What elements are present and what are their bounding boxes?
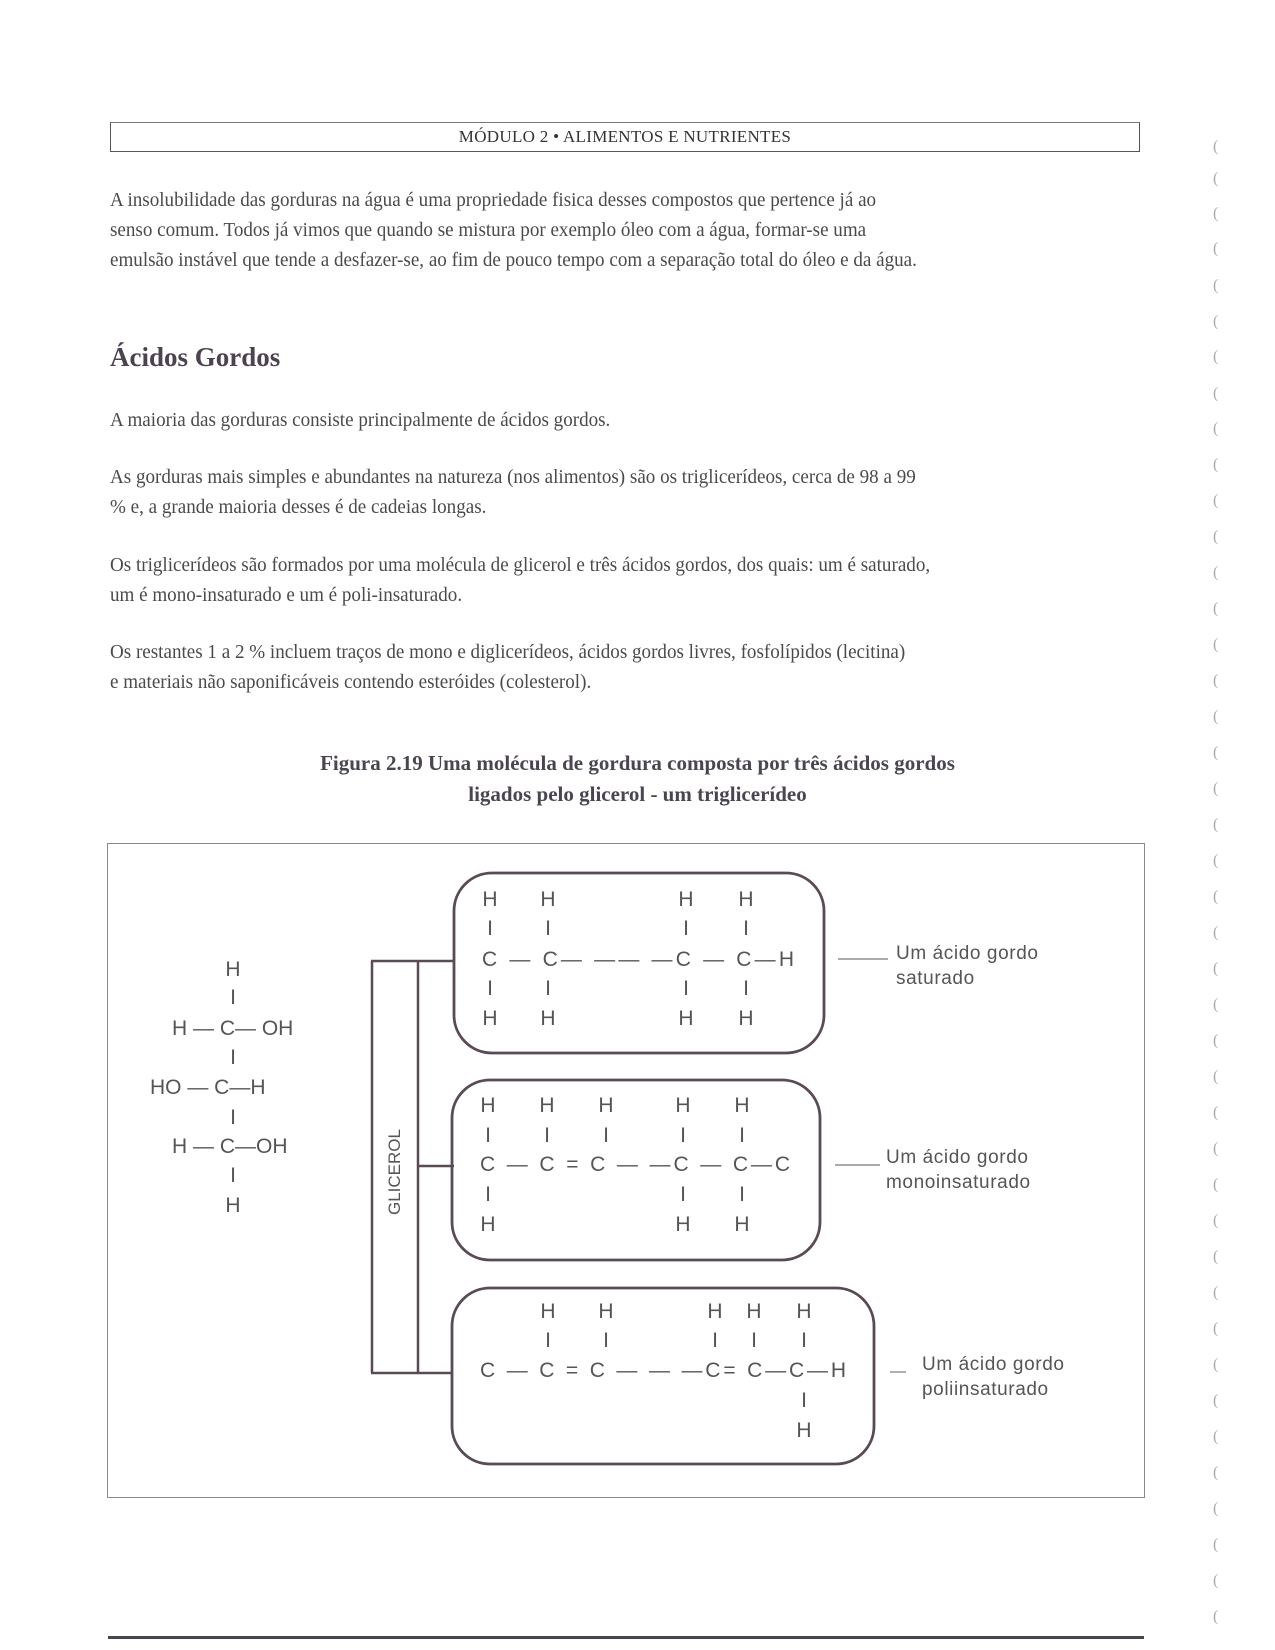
- binding-mark: (: [1213, 600, 1219, 617]
- bond: I: [680, 1124, 686, 1147]
- bond: I: [801, 1389, 807, 1412]
- atom-h: H: [540, 1300, 556, 1323]
- atom-h: H: [480, 1094, 496, 1117]
- binding-mark: (: [1213, 1284, 1219, 1301]
- footer-rule: [108, 1636, 1144, 1639]
- binding-mark: (: [1213, 1464, 1219, 1481]
- intro-line: senso comum. Todos já vimos que quando se mistura por exemplo óleo com a água, formar-se uma: [110, 219, 867, 241]
- binding-mark: (: [1213, 1104, 1219, 1121]
- binding-mark: (: [1213, 1500, 1219, 1517]
- binding-mark: (: [1213, 385, 1219, 402]
- figure-caption-line1: Figura 2.19 Uma molécula de gordura composta por três ácidos gordos: [320, 751, 955, 775]
- bond: I: [683, 977, 689, 1000]
- section-title: Ácidos Gordos: [110, 342, 281, 372]
- atom-h: H: [675, 1094, 691, 1117]
- paragraph-line: um é mono-insaturado e um é poli-insaturado.: [110, 584, 463, 606]
- binding-mark: (: [1213, 1068, 1219, 1085]
- binding-marks: [1213, 120, 1233, 1640]
- atom-h: H: [796, 1419, 812, 1442]
- chain-saturated: [482, 888, 794, 1030]
- binding-mark: (: [1213, 780, 1219, 797]
- binding-mark: (: [1213, 492, 1219, 509]
- binding-mark: (: [1213, 348, 1219, 365]
- atom-h: H: [746, 1300, 762, 1323]
- bond: I: [743, 977, 749, 1000]
- binding-mark: (: [1213, 138, 1219, 155]
- glycerol-bottom-h: H: [225, 1194, 241, 1217]
- figure-caption-line2: ligados pelo glicerol - um triglicerídeo: [468, 782, 807, 806]
- atom-h: H: [678, 888, 694, 911]
- atom-h: H: [540, 888, 556, 911]
- binding-mark: (: [1213, 170, 1219, 187]
- binding-mark: (: [1213, 924, 1219, 941]
- binding-mark: (: [1213, 1032, 1219, 1049]
- chain-polyunsaturated: [480, 1300, 846, 1442]
- binding-mark: (: [1213, 1608, 1219, 1625]
- label-saturated-line1: Um ácido gordo: [896, 943, 1039, 964]
- bond: I: [739, 1183, 745, 1206]
- atom-h: H: [480, 1213, 496, 1236]
- bond: I: [683, 917, 689, 940]
- bond: I: [485, 1124, 491, 1147]
- binding-mark: (: [1213, 205, 1219, 222]
- paragraph-line: e materiais não saponificáveis contendo esteróides (colesterol).: [110, 671, 592, 693]
- binding-mark: (: [1213, 528, 1219, 545]
- binding-mark: (: [1213, 1572, 1219, 1589]
- binding-mark: (: [1213, 1176, 1219, 1193]
- binding-mark: (: [1213, 456, 1219, 473]
- binding-mark: (: [1213, 1356, 1219, 1373]
- glycerol-top-h: H: [225, 958, 241, 981]
- atom-h: H: [734, 1094, 750, 1117]
- chain-backbone: C — C = C — — —C= C—C—H: [480, 1359, 846, 1382]
- bond: I: [545, 1329, 551, 1352]
- glycerol-bond: I: [230, 1046, 236, 1069]
- atom-h: H: [675, 1213, 691, 1236]
- glycerol-label: GLICEROL: [385, 1129, 404, 1215]
- atom-h: H: [540, 1007, 556, 1030]
- bond: I: [743, 917, 749, 940]
- bond: I: [487, 917, 493, 940]
- bond: I: [545, 917, 551, 940]
- bond: I: [739, 1124, 745, 1147]
- atom-h: H: [707, 1300, 723, 1323]
- glycerol-bond: I: [230, 1164, 236, 1187]
- binding-mark: (: [1213, 996, 1219, 1013]
- binding-mark: (: [1213, 1248, 1219, 1265]
- glycerol-bond: I: [230, 986, 236, 1009]
- label-saturated-line2: saturado: [896, 968, 975, 989]
- binding-mark: (: [1213, 240, 1219, 257]
- binding-mark: (: [1213, 420, 1219, 437]
- binding-mark: (: [1213, 313, 1219, 330]
- glycerol-structure: [150, 958, 293, 1217]
- bond: I: [485, 1183, 491, 1206]
- paragraph-line: Os restantes 1 a 2 % incluem traços de mono e diglicerídeos, ácidos gordos livres, fosfolípidos (lecitina): [110, 641, 906, 663]
- atom-h: H: [738, 888, 754, 911]
- binding-mark: (: [1213, 744, 1219, 761]
- chain-monounsaturated: [480, 1094, 790, 1236]
- binding-mark: (: [1213, 1140, 1219, 1157]
- binding-mark: (: [1213, 852, 1219, 869]
- binding-mark: (: [1213, 277, 1219, 294]
- intro-line: emulsão instável que tende a desfazer-se, ao fim de pouco tempo com a separação total do óleo e da água.: [110, 249, 917, 271]
- glycerol-row2: HO — C—H: [150, 1076, 266, 1099]
- glycerol-bar: [371, 961, 455, 1373]
- binding-mark: (: [1213, 1536, 1219, 1553]
- intro-line: A insolubilidade das gorduras na água é uma propriedade fisica desses compostos que pertence já ao: [110, 189, 877, 211]
- module-header-title: MÓDULO 2 • ALIMENTOS E NUTRIENTES: [458, 127, 792, 146]
- atom-h: H: [598, 1300, 614, 1323]
- paragraph-line: % e, a grande maioria desses é de cadeias longas.: [110, 496, 487, 518]
- bond: I: [545, 977, 551, 1000]
- bond: I: [801, 1329, 807, 1352]
- bond: I: [712, 1329, 718, 1352]
- binding-mark: (: [1213, 708, 1219, 725]
- glycerol-bond: I: [230, 1106, 236, 1129]
- atom-h: H: [482, 1007, 498, 1030]
- binding-mark: (: [1213, 564, 1219, 581]
- paragraph-line: Os triglicerídeos são formados por uma molécula de glicerol e três ácidos gordos, dos quais: um é saturado,: [110, 554, 931, 576]
- bond: I: [603, 1329, 609, 1352]
- atom-h: H: [738, 1007, 754, 1030]
- atom-h: H: [539, 1094, 555, 1117]
- binding-mark: (: [1213, 1320, 1219, 1337]
- bond: I: [603, 1124, 609, 1147]
- label-polyunsaturated-line2: poliinsaturado: [922, 1379, 1049, 1400]
- binding-mark: (: [1213, 672, 1219, 689]
- chain-backbone: C — C— —— —C — C—H: [482, 948, 794, 971]
- bond: I: [487, 977, 493, 1000]
- glycerol-row1: H — C— OH: [172, 1017, 294, 1040]
- binding-mark: (: [1213, 1428, 1219, 1445]
- binding-mark: (: [1213, 888, 1219, 905]
- paragraph-line: A maioria das gorduras consiste principalmente de ácidos gordos.: [110, 409, 611, 431]
- label-monounsaturated-line1: Um ácido gordo: [886, 1147, 1029, 1168]
- binding-mark: (: [1213, 636, 1219, 653]
- atom-h: H: [598, 1094, 614, 1117]
- label-polyunsaturated-line1: Um ácido gordo: [922, 1354, 1065, 1375]
- atom-h: H: [678, 1007, 694, 1030]
- atom-h: H: [734, 1213, 750, 1236]
- atom-h: H: [796, 1300, 812, 1323]
- bond: I: [544, 1124, 550, 1147]
- bond: I: [680, 1183, 686, 1206]
- binding-mark: (: [1213, 816, 1219, 833]
- bond: I: [751, 1329, 757, 1352]
- atom-h: H: [482, 888, 498, 911]
- chain-backbone: C — C = C — —C — C—C: [480, 1153, 790, 1176]
- glycerol-row3: H — C—OH: [172, 1135, 288, 1158]
- label-monounsaturated-line2: monoinsaturado: [886, 1172, 1031, 1193]
- paragraph-line: As gorduras mais simples e abundantes na natureza (nos alimentos) são os triglicerídeos, cerca de 98 a 99: [110, 466, 916, 488]
- binding-mark: (: [1213, 960, 1219, 977]
- binding-mark: (: [1213, 1392, 1219, 1409]
- binding-mark: (: [1213, 1212, 1219, 1229]
